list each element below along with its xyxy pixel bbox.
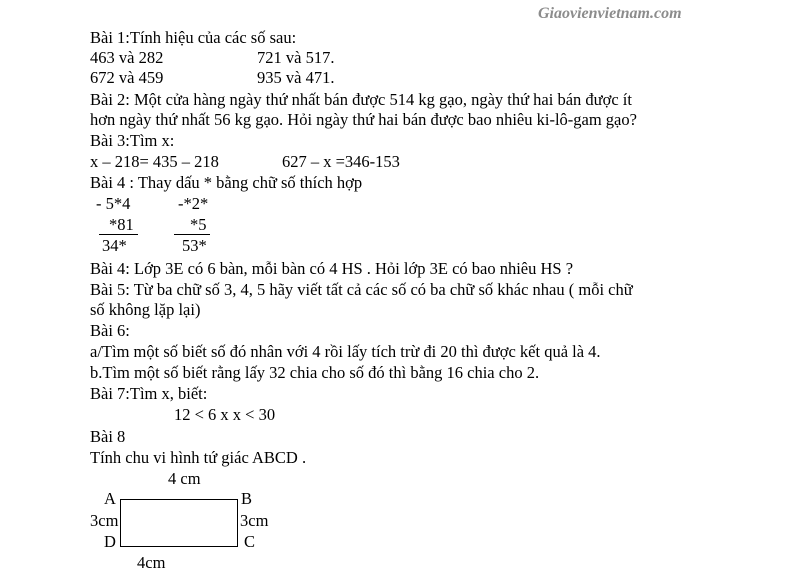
- bai1-pair-4: 935 và 471.: [257, 68, 335, 87]
- bai6-b: b.Tìm một số biết rằng lấy 32 chia cho số đó thì bằng 16 chia cho 2.: [90, 363, 540, 382]
- bai5-line-2: số không lặp lại): [90, 300, 201, 319]
- calc2-top: -*2*: [178, 194, 209, 213]
- bai5-line-1: Bài 5: Từ ba chữ số 3, 4, 5 hãy viết tất cả các số có ba chữ số khác nhau ( mỗi chữ: [90, 280, 633, 299]
- bai6-a: a/Tìm một số biết số đó nhân với 4 rồi lấy tích trừ đi 20 thì được kết quả là 4.: [90, 342, 601, 361]
- bai4b-text: Bài 4: Lớp 3E có 6 bàn, mỗi bàn có 4 HS . Hỏi lớp 3E có bao nhiêu HS ?: [90, 259, 574, 278]
- right-length-label: 3cm: [240, 511, 269, 530]
- vertex-a: A: [104, 489, 116, 508]
- bai1-title: Bài 1:Tính hiệu của các số sau:: [90, 28, 297, 47]
- quadrilateral-abcd: [120, 499, 238, 547]
- vertex-d: D: [104, 532, 116, 551]
- bai3-title: Bài 3:Tìm x:: [90, 131, 175, 150]
- bai6-title: Bài 6:: [90, 321, 130, 340]
- calc1-line: [99, 234, 138, 235]
- calc1-mid: *81: [109, 215, 134, 234]
- calc1-top: - 5*4: [96, 194, 131, 213]
- bottom-length-label: 4cm: [137, 553, 166, 572]
- calc1-result: 34*: [102, 236, 127, 255]
- calc2-result: 53*: [182, 236, 207, 255]
- vertex-b: B: [241, 489, 253, 508]
- bai7-inequality: 12 < 6 x x < 30: [174, 405, 276, 424]
- bai7-title: Bài 7:Tìm x, biết:: [90, 384, 208, 403]
- bai1-pair-1: 463 và 282: [90, 48, 164, 67]
- bai3-equation-2: 627 – x =346-153: [282, 152, 400, 171]
- calc2-line: [174, 234, 210, 235]
- calc2-mid: *5: [190, 215, 207, 234]
- bai2-line-2: hơn ngày thứ nhất 56 kg gạo. Hỏi ngày thứ hai bán được bao nhiêu ki-lô-gam gạo?: [90, 110, 637, 129]
- left-length-label: 3cm: [90, 511, 119, 530]
- bai2-line-1: Bài 2: Một cửa hàng ngày thứ nhất bán được 514 kg gạo, ngày thứ hai bán được ít: [90, 90, 632, 109]
- bai4-title: Bài 4 : Thay dấu * bằng chữ số thích hợp: [90, 173, 363, 192]
- top-length-label: 4 cm: [168, 469, 201, 488]
- watermark: Giaovienvietnam.com: [538, 5, 682, 22]
- bai1-pair-2: 721 và 517.: [257, 48, 335, 67]
- bai8-task: Tính chu vi hình tứ giác ABCD .: [90, 448, 307, 467]
- bai8-title: Bài 8: [90, 427, 126, 446]
- vertex-c: C: [244, 532, 256, 551]
- bai3-equation-1: x – 218= 435 – 218: [90, 152, 219, 171]
- bai1-pair-3: 672 và 459: [90, 68, 164, 87]
